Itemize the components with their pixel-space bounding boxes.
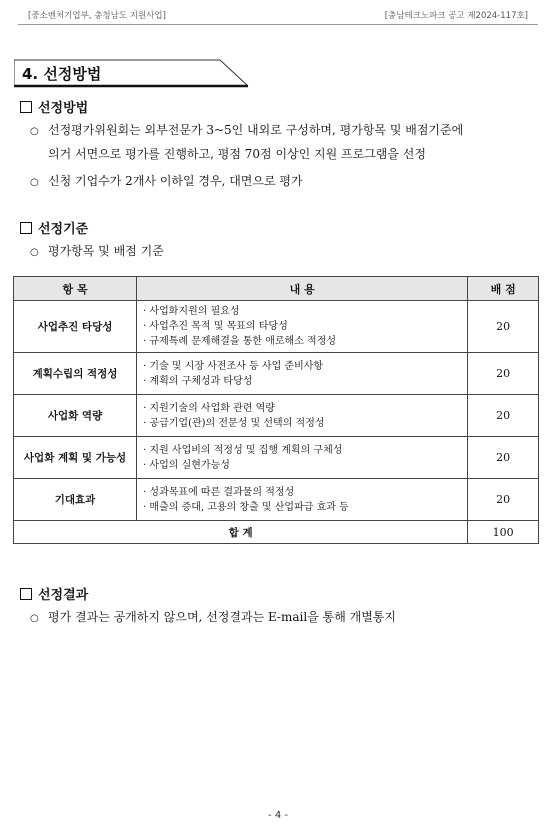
row-score: 20 (468, 479, 539, 521)
row-score: 20 (468, 353, 539, 395)
checkbox-square-icon (20, 222, 32, 234)
table-row (14, 301, 539, 353)
criteria-bullet-text: 평가항목 및 배점 기준 (48, 244, 164, 258)
circle-bullet-icon: ○ (30, 247, 39, 258)
result-heading-text: 선정결과 (38, 588, 89, 603)
row-content (137, 479, 468, 521)
result-bullet-text: 평가 결과는 공개하지 않으며, 선정결과는 E-mail을 통해 개별통지 (48, 610, 396, 624)
content-line: · 사업의 실현가능성 (143, 459, 230, 471)
header-item: 항 목 (14, 277, 137, 301)
content-line: · 지원기술의 사업화 관련 역량 (143, 402, 275, 414)
header-left: [중소벤처기업부, 충청남도 지원사업] (28, 11, 166, 21)
content-line: · 기술 및 시장 사전조사 등 사업 준비사항 (143, 360, 324, 372)
result-heading (20, 584, 88, 603)
circle-bullet-icon: ○ (30, 126, 39, 137)
page-number: - 4 - (268, 810, 288, 821)
method-bullet-1 (30, 119, 463, 166)
row-score: 20 (468, 301, 539, 353)
content-line: · 규제특례 문제해결을 통한 애로해소 적정성 (143, 336, 337, 347)
criteria-heading (20, 218, 88, 237)
method-bullet-1-line2: 의거 서면으로 평가를 진행하고, 평점 70점 이상인 지원 프로그램을 선정 (48, 147, 426, 161)
section-title-text: 4. 선정방법 (22, 65, 102, 83)
row-content (137, 395, 468, 437)
content-line: · 사업화지원의 필요성 (143, 306, 240, 317)
row-item: 사업화 계획 및 가능성 (14, 437, 137, 479)
table-row (14, 395, 539, 437)
table-row (14, 437, 539, 479)
total-label: 합 계 (14, 521, 468, 544)
row-item: 기대효과 (14, 479, 137, 521)
row-score: 20 (468, 395, 539, 437)
content-line: · 지원 사업비의 적정성 및 집행 계획의 구체성 (143, 444, 343, 456)
row-content (137, 353, 468, 395)
total-score: 100 (468, 521, 539, 544)
checkbox-square-icon (20, 101, 32, 113)
header-score: 배 점 (468, 277, 539, 301)
circle-bullet-icon: ○ (30, 613, 39, 624)
checkbox-square-icon (20, 588, 32, 600)
row-score: 20 (468, 437, 539, 479)
method-bullet-1-line1: 선정평가위원회는 외부전문가 3~5인 내외로 구성하며, 평가항목 및 배점기준에 (48, 123, 464, 137)
table-total-row (14, 521, 539, 544)
method-bullet-2 (30, 170, 303, 194)
content-line: · 공급기업(관)의 전문성 및 선택의 적정성 (143, 417, 325, 429)
content-line: · 매출의 증대, 고용의 창출 및 산업파급 효과 등 (143, 501, 349, 513)
criteria-bullet (30, 240, 164, 264)
criteria-heading-text: 선정기준 (38, 222, 89, 237)
table-header-row (14, 277, 539, 301)
header-divider (18, 24, 538, 25)
method-bullet-2-text: 신청 기업수가 2개사 이하일 경우, 대면으로 평가 (48, 174, 303, 188)
method-heading (20, 97, 88, 116)
criteria-table (13, 276, 539, 544)
row-item: 계획수립의 적정성 (14, 353, 137, 395)
content-line: · 계획의 구체성과 타당성 (143, 375, 253, 387)
table-row (14, 479, 539, 521)
header-content: 내 용 (137, 277, 468, 301)
row-item: 사업추진 타당성 (14, 301, 137, 353)
content-line: · 성과목표에 따른 결과물의 적정성 (143, 486, 295, 498)
circle-bullet-icon: ○ (30, 177, 39, 188)
header-right: [충남테크노파크 공고 제2024-117호] (384, 11, 528, 21)
content-line: · 사업추진 목적 및 목표의 타당성 (143, 321, 288, 332)
result-bullet (30, 606, 396, 630)
row-content (137, 301, 468, 353)
method-heading-text: 선정방법 (38, 101, 89, 116)
table-row (14, 353, 539, 395)
row-item: 사업화 역량 (14, 395, 137, 437)
row-content (137, 437, 468, 479)
